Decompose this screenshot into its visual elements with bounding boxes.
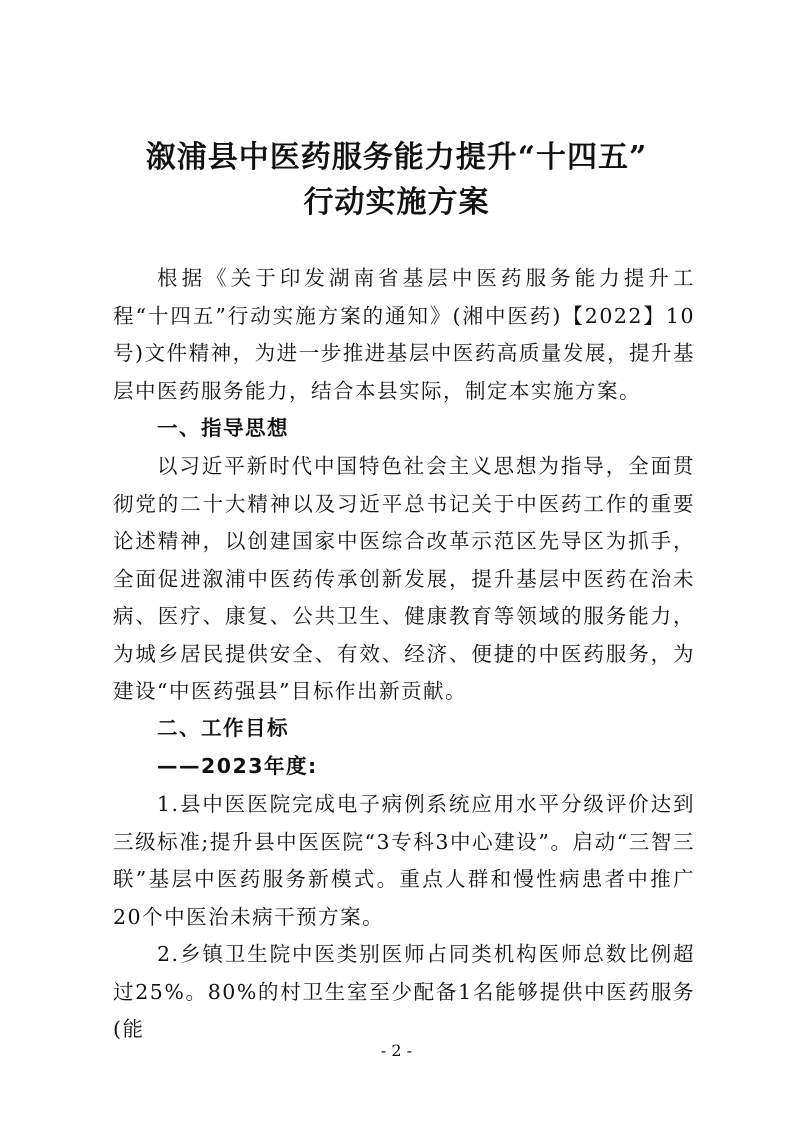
guiding-ideology-paragraph: 以习近平新时代中国特色社会主义思想为指导，全面贯彻党的二十大精神以及习近平总书记关于中医药工作的重要论述精神，以创建国家中医综合改革示范区先导区为抓手，全面促进溆浦中医药传承创新发展，提升基层中医药在治未病、医疗、康复、公共卫生、健康教育等领域的服务能力，为城乡居民提供安全、有效、经济、便捷的中医药服务，为建设“中医药强县”目标作出新贡献。: [113, 454, 695, 703]
page-number: - 2 -: [380, 1041, 413, 1060]
goal-item-1: 1.县中医医院完成电子病例系统应用水平分级评价达到三级标准;提升县中医医院“3专科3中心建设”。启动“三智三联”基层中医药服务新模式。重点人群和慢性病患者中推广20个中医治未病干预方案。: [113, 792, 695, 929]
section-heading-work-goals: 二、工作目标: [157, 716, 289, 740]
goal-item-2: 2.乡镇卫生院中医类别医师占同类机构医师总数比例超过25%。80%的村卫生室至少配备1名能够提供中医药服务(能: [113, 942, 695, 1041]
document-title-line1: 溆浦县中医药服务能力提升“十四五”: [145, 140, 648, 175]
section-heading-guiding-ideology: 一、指导思想: [157, 416, 289, 440]
intro-paragraph: 根据《关于印发湖南省基层中医药服务能力提升工程“十四五”行动实施方案的通知》(湘中医药)【2022】10号)文件精神，为进一步推进基层中医药高质量发展，提升基层中医药服务能力，结合本县实际，制定本实施方案。: [113, 266, 695, 403]
year-heading-2023: ——2023年度:: [157, 754, 318, 778]
document-title-line2: 行动实施方案: [303, 185, 490, 220]
